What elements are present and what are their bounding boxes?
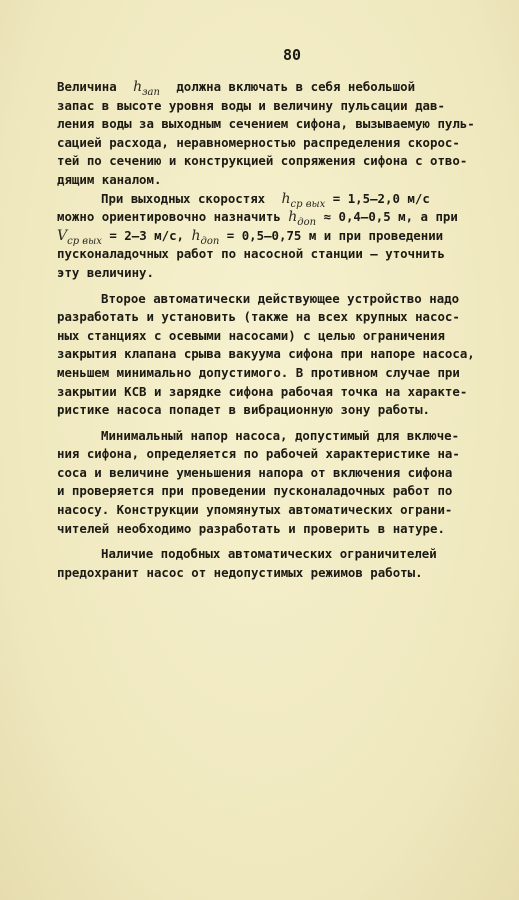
text-line: тей по сечению и конструкцией сопряжения сифона с отво-	[57, 153, 468, 169]
body-text	[57, 78, 487, 582]
text-line: эту величину.	[57, 264, 154, 280]
text-line: ления воды за выходным сечением сифона, вызываемую пуль-	[57, 116, 475, 132]
text-line: закрытия клапана срыва вакуума сифона при напоре насоса,	[57, 346, 475, 362]
text-line: ристике насоса попадет в вибрационную зону работы.	[57, 402, 430, 418]
text-line: соса и величине уменьшения напора от включения сифона	[57, 464, 453, 480]
text-line: Величина $h_{зап}$ должна включать в себя небольшой	[57, 79, 416, 98]
page-number: 80	[283, 46, 302, 64]
text-line: Второе автоматически действующее устройство надо	[101, 290, 460, 306]
text-line: можно ориентировочно назначить $h_{доп} \approx 0,4-0,5$ м, а при	[57, 209, 458, 228]
handwritten-symbol: $h_{доп}$	[191, 227, 220, 247]
text-line: При выходных скоростях $h_{ср вых} = 1,5-2,0$ м/с	[101, 190, 430, 210]
text-line: Минимальный напор насоса, допустимый для включе-	[101, 427, 460, 443]
text-line: ния сифона, определяется по рабочей характеристике на-	[57, 446, 460, 462]
text-line: закрытии КСВ и зарядке сифона рабочая точка на характе-	[57, 383, 468, 399]
handwritten-symbol: $h_{ср вых}$	[281, 190, 326, 210]
handwritten-symbol: $h_{зап}$	[133, 79, 160, 98]
text-line: чителей необходимо разработать и проверить в натуре.	[57, 520, 445, 536]
text-line: Наличие подобных автоматических ограничителей	[101, 546, 437, 562]
text-line: и проверяется при проведении пусконаладочных работ по	[57, 483, 453, 499]
text-line: ных станциях с осевыми насосами) с целью ограничения	[57, 327, 445, 343]
text-line: $V_{ср вых} = 2-3$ м/с, $h_{доп} = 0,5-0,75$ м и при проведении	[57, 227, 444, 247]
text-line: запас в высоте уровня воды и величину пульсации дав-	[57, 97, 445, 113]
handwritten-symbol: $h_{доп}$	[288, 209, 317, 228]
text-line: насосу. Конструкции упомянутых автоматических ограни-	[57, 502, 453, 518]
handwritten-symbol: $V_{ср вых}$	[57, 227, 102, 247]
text-line: сацией расхода, неравномерностью распределения скорос-	[57, 134, 460, 150]
text-line: предохранит насос от недопустимых режимов работы.	[57, 564, 423, 580]
text-line: пусконаладочных работ по насосной станции – уточнить	[57, 246, 445, 262]
text-line: меньшем минимально допустимого. В противном случае при	[57, 364, 460, 380]
text-line: дящим каналом.	[57, 171, 162, 187]
text-line: разработать и установить (также на всех крупных насос-	[57, 309, 460, 325]
